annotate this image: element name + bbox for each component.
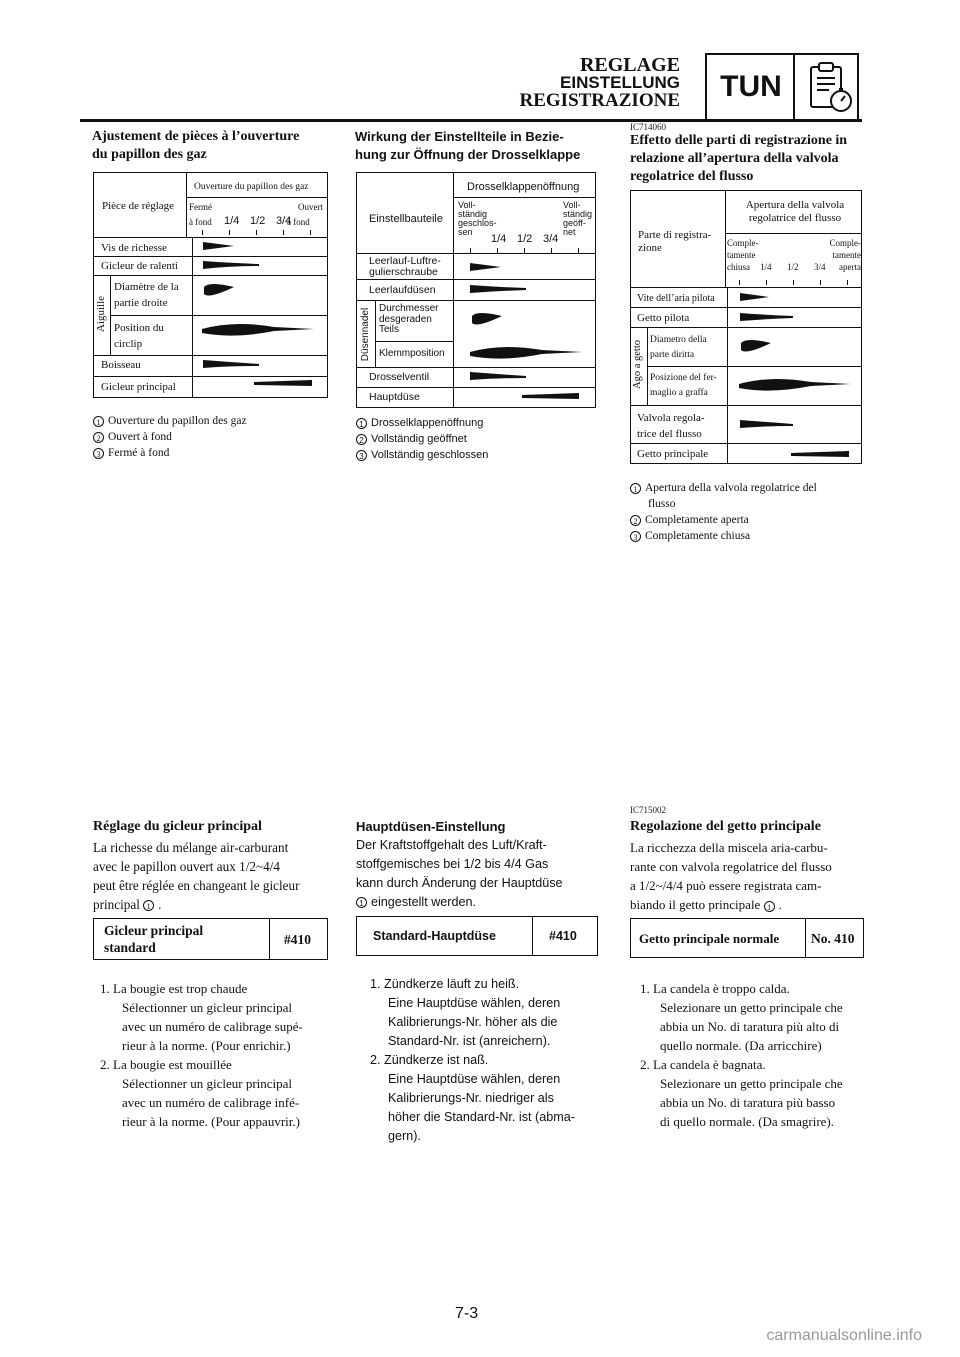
section-code: IC715002: [630, 805, 666, 815]
fr-jet-title: Réglage du gicleur principal: [93, 819, 262, 834]
fr-instructions: 1. La bougie est trop chaude Sélectionner un gicleur principal avec un numéro de calibrage supé- rieur à la norme. (Pour enrichir.) 2. La bougie est mouillée Sélectionner un gicleur principal avec un numéro de calibrage infé- rieur à la norme. (Pour appauvrir.): [100, 981, 303, 1129]
watermark: carmanualsonline.info: [766, 1327, 922, 1344]
it-jet-title: Regolazione del getto principale: [630, 819, 821, 834]
page-number: 7-3: [455, 1305, 479, 1322]
it-section-title: Effetto delle parti di registrazione in relazione all’apertura della valvola regolatrice del flusso: [630, 133, 848, 184]
it-standard-jet: Getto principale normale No. 410: [630, 918, 864, 958]
de-legend: 1 Drosselklappenöffnung 2 Vollständig geöffnet 3 Vollständig geschlossen: [356, 415, 488, 463]
fr-standard-jet: Gicleur principal standard #410: [93, 918, 328, 960]
effect-bars: [94, 173, 327, 397]
header-title-fr: REGLAGE: [579, 54, 680, 76]
de-jet-body: Der Kraftstoffgehalt des Luft/Kraft- stoffgemisches bei 1/2 bis 4/4 Gas kann durch Änderung der Hauptdüse 1 eingestellt werden.: [356, 838, 563, 909]
it-adjustment-table: Parte di registra- zione Apertura della valvola regolatrice del flusso Comple- tamente chiusa Comple- tamente aperta 1/4 1/2 3/4 Vite dell’aria pilota Getto pilota Ago a getto Diametro della parte diritta Posizione del fer- maglio a graffa Valvola regola- trice del flusso Getto principale: [630, 190, 862, 464]
de-jet-title: Hauptdüsen-Einstellung: [356, 819, 506, 834]
table-header: Pièce de réglage: [102, 200, 175, 212]
fr-adjustment-table: Pièce de réglage Ouverture du papillon des gaz Fermé à fond Ouvert à fond 1/4 1/2 3/4 Vis de richesse Gicleur de ralenti Aiguille Diamètre de la partie droite Position du circlip Boisseau Gicleur principal: [93, 172, 328, 398]
fr-section-title: Ajustement de pièces à l’ouverture du papillon des gaz: [92, 129, 300, 162]
it-legend: 1 Apertura della valvola regolatrice del flusso 2 Completamente aperta 3 Completamente chiusa: [630, 480, 865, 544]
section-code: IC714060: [630, 122, 666, 132]
de-standard-jet: Standard-Hauptdüse #410: [356, 916, 598, 956]
clipboard-stopwatch-icon: [807, 61, 855, 115]
de-instructions: 1. Zündkerze läuft zu heiß. Eine Hauptdüse wählen, deren Kalibrierungs-Nr. höher als die Standard-Nr. ist (anreichern). 2. Zündkerze ist naß. Eine Hauptdüse wählen, deren Kalibrierungs-Nr. niedriger als höher die Standard-Nr. ist (abma- gern).: [370, 977, 575, 1143]
it-jet-body: La ricchezza della miscela aria-carbu- rante con valvola regolatrice del flusso a 1/2~/4/4 può essere registrata cam- biando il getto principale 1 .: [630, 840, 832, 912]
header-title-it: REGISTRAZIONE: [519, 90, 680, 111]
de-adjustment-table: Einstellbauteile Drosselklappenöffnung Voll- ständig geschlos- sen Voll- ständig geöff- net 1/4 1/2 3/4 Leerlauf-Luftre- gulierschraube Leerlaufdüsen Düsennadel Durchmesser desgeraden Teils Klemmposition Drosselventil Hauptdüse: [356, 172, 596, 408]
section-badge: [705, 53, 859, 121]
de-section-title: Wirkung der Einstellteile in Bezie- hung zur Öffnung der Drosselklappe: [355, 129, 581, 162]
fr-legend: 1 Ouverture du papillon des gaz 2 Ouvert à fond 3 Fermé à fond: [93, 413, 247, 461]
effect-bars: [357, 173, 595, 407]
fr-jet-body: La richesse du mélange air-carburant avec le papillon ouvert aux 1/2~4/4 peut être réglée en changeant le gicleur principal 1 .: [93, 840, 300, 912]
header-title-de: EINSTELLUNG: [560, 73, 680, 92]
badge-label: TUN: [720, 70, 782, 103]
effect-bars: [631, 191, 861, 463]
table-header: Ouverture du papillon des gaz: [194, 182, 309, 192]
it-instructions: 1. La candela è troppo calda. Selezionare un getto principale che abbia un No. di taratura più alto di quello normale. (Da arricchire) 2. La candela è bagnata. Selezionare un getto principale che abbia un No. di taratura più basso di quello normale. (Da smagrire).: [640, 981, 843, 1129]
